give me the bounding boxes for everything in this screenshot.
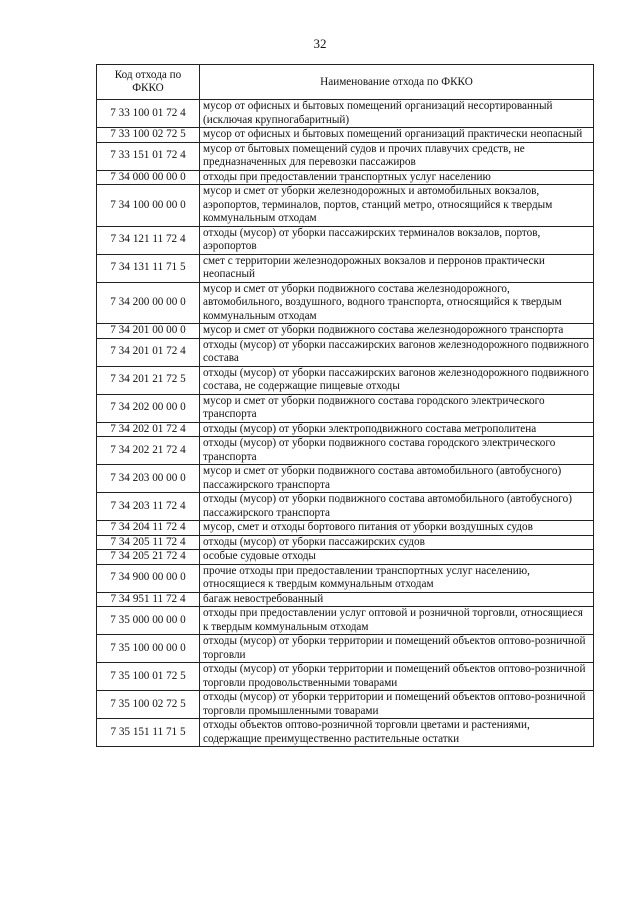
waste-code: 7 34 900 00 00 0 bbox=[97, 564, 200, 592]
table-row bbox=[97, 226, 594, 254]
page-number: 32 bbox=[313, 36, 327, 51]
waste-code: 7 34 201 21 72 5 bbox=[97, 366, 200, 394]
waste-name: особые судовые отходы bbox=[200, 550, 594, 565]
waste-name: отходы (мусор) от уборки пассажирских вагонов железнодорожного подвижного состава bbox=[200, 338, 594, 366]
waste-code: 7 34 200 00 00 0 bbox=[97, 282, 200, 324]
waste-name: мусор и смет от уборки подвижного состава автомобильного (автобусного) пассажирского транспорта bbox=[200, 465, 594, 493]
waste-code: 7 35 100 00 00 0 bbox=[97, 635, 200, 663]
table-row bbox=[97, 324, 594, 339]
waste-code: 7 34 100 00 00 0 bbox=[97, 185, 200, 227]
waste-name: мусор и смет от уборки подвижного состава железнодорожного, автомобильного, воздушного, водного транспорта, относящийся к твердым коммунальным отходам bbox=[200, 282, 594, 324]
table-row bbox=[97, 691, 594, 719]
waste-name: мусор и смет от уборки подвижного состава городского электрического транспорта bbox=[200, 394, 594, 422]
table-row bbox=[97, 185, 594, 227]
waste-code: 7 35 100 02 72 5 bbox=[97, 691, 200, 719]
waste-name: отходы (мусор) от уборки электроподвижного состава метрополитена bbox=[200, 422, 594, 437]
waste-name: мусор, смет и отходы бортового питания от уборки воздушных судов bbox=[200, 521, 594, 536]
waste-name: мусор от офисных и бытовых помещений организаций практически неопасный bbox=[200, 128, 594, 143]
table-row bbox=[97, 128, 594, 143]
waste-code: 7 34 000 00 00 0 bbox=[97, 170, 200, 185]
waste-code: 7 35 000 00 00 0 bbox=[97, 607, 200, 635]
waste-code: 7 34 131 11 71 5 bbox=[97, 254, 200, 282]
table-row bbox=[97, 493, 594, 521]
waste-classification-table bbox=[96, 64, 594, 747]
table-row bbox=[97, 521, 594, 536]
table-row bbox=[97, 394, 594, 422]
waste-name: отходы (мусор) от уборки территории и помещений объектов оптово-розничной торговли продовольственными товарами bbox=[200, 663, 594, 691]
table-row bbox=[97, 564, 594, 592]
waste-name: мусор от бытовых помещений судов и прочих плавучих средств, не предназначенных для перевозки пассажиров bbox=[200, 142, 594, 170]
waste-code: 7 33 100 02 72 5 bbox=[97, 128, 200, 143]
table-row bbox=[97, 338, 594, 366]
table-row bbox=[97, 170, 594, 185]
waste-code: 7 35 151 11 71 5 bbox=[97, 719, 200, 747]
table-header-row bbox=[97, 65, 594, 100]
waste-code: 7 34 202 01 72 4 bbox=[97, 422, 200, 437]
waste-name: отходы при предоставлении транспортных услуг населению bbox=[200, 170, 594, 185]
waste-code: 7 33 100 01 72 4 bbox=[97, 100, 200, 128]
waste-code: 7 34 201 00 00 0 bbox=[97, 324, 200, 339]
waste-code: 7 33 151 01 72 4 bbox=[97, 142, 200, 170]
table-body bbox=[97, 100, 594, 747]
table-row bbox=[97, 719, 594, 747]
header-code: Код отхода по ФККО bbox=[97, 65, 200, 100]
table-row bbox=[97, 282, 594, 324]
waste-code: 7 34 202 21 72 4 bbox=[97, 437, 200, 465]
waste-name: мусор и смет от уборки железнодорожных и автомобильных вокзалов, аэропортов, терминалов, портов, станций метро, относящийся к твердым коммунальным отходам bbox=[200, 185, 594, 227]
table-row bbox=[97, 437, 594, 465]
waste-code: 7 34 202 00 00 0 bbox=[97, 394, 200, 422]
waste-name: отходы (мусор) от уборки подвижного состава городского электрического транспорта bbox=[200, 437, 594, 465]
waste-code: 7 34 951 11 72 4 bbox=[97, 592, 200, 607]
waste-code: 7 34 205 11 72 4 bbox=[97, 535, 200, 550]
waste-name: отходы (мусор) от уборки территории и помещений объектов оптово-розничной торговли bbox=[200, 635, 594, 663]
waste-name: отходы (мусор) от уборки пассажирских терминалов вокзалов, портов, аэропортов bbox=[200, 226, 594, 254]
waste-name: отходы (мусор) от уборки подвижного состава автомобильного (автобусного) пассажирского транспорта bbox=[200, 493, 594, 521]
table-row bbox=[97, 422, 594, 437]
table-row bbox=[97, 254, 594, 282]
table-row bbox=[97, 550, 594, 565]
waste-code: 7 35 100 01 72 5 bbox=[97, 663, 200, 691]
table-row bbox=[97, 366, 594, 394]
waste-name: багаж невостребованный bbox=[200, 592, 594, 607]
waste-name: смет с территории железнодорожных вокзалов и перронов практически неопасный bbox=[200, 254, 594, 282]
waste-name: прочие отходы при предоставлении транспортных услуг населению, относящиеся к твердым коммунальным отходам bbox=[200, 564, 594, 592]
waste-name: отходы объектов оптово-розничной торговли цветами и растениями, содержащие преимущественно растительные остатки bbox=[200, 719, 594, 747]
table-row bbox=[97, 635, 594, 663]
waste-name: отходы (мусор) от уборки территории и помещений объектов оптово-розничной торговли промышленными товарами bbox=[200, 691, 594, 719]
waste-name: отходы (мусор) от уборки пассажирских судов bbox=[200, 535, 594, 550]
waste-name: мусор и смет от уборки подвижного состава железнодорожного транспорта bbox=[200, 324, 594, 339]
table-row bbox=[97, 663, 594, 691]
header-name: Наименование отхода по ФККО bbox=[200, 65, 594, 100]
table-row bbox=[97, 100, 594, 128]
waste-code: 7 34 203 11 72 4 bbox=[97, 493, 200, 521]
table-row bbox=[97, 535, 594, 550]
waste-code: 7 34 121 11 72 4 bbox=[97, 226, 200, 254]
waste-name: отходы (мусор) от уборки пассажирских вагонов железнодорожного подвижного состава, не содержащие пищевые отходы bbox=[200, 366, 594, 394]
table-row bbox=[97, 607, 594, 635]
table-row bbox=[97, 592, 594, 607]
table-row bbox=[97, 465, 594, 493]
waste-code: 7 34 205 21 72 4 bbox=[97, 550, 200, 565]
waste-code: 7 34 201 01 72 4 bbox=[97, 338, 200, 366]
waste-code: 7 34 203 00 00 0 bbox=[97, 465, 200, 493]
waste-code: 7 34 204 11 72 4 bbox=[97, 521, 200, 536]
waste-name: отходы при предоставлении услуг оптовой и розничной торговли, относящиеся к твердым коммунальным отходам bbox=[200, 607, 594, 635]
waste-name: мусор от офисных и бытовых помещений организаций несортированный (исключая крупногабаритный) bbox=[200, 100, 594, 128]
table-row bbox=[97, 142, 594, 170]
